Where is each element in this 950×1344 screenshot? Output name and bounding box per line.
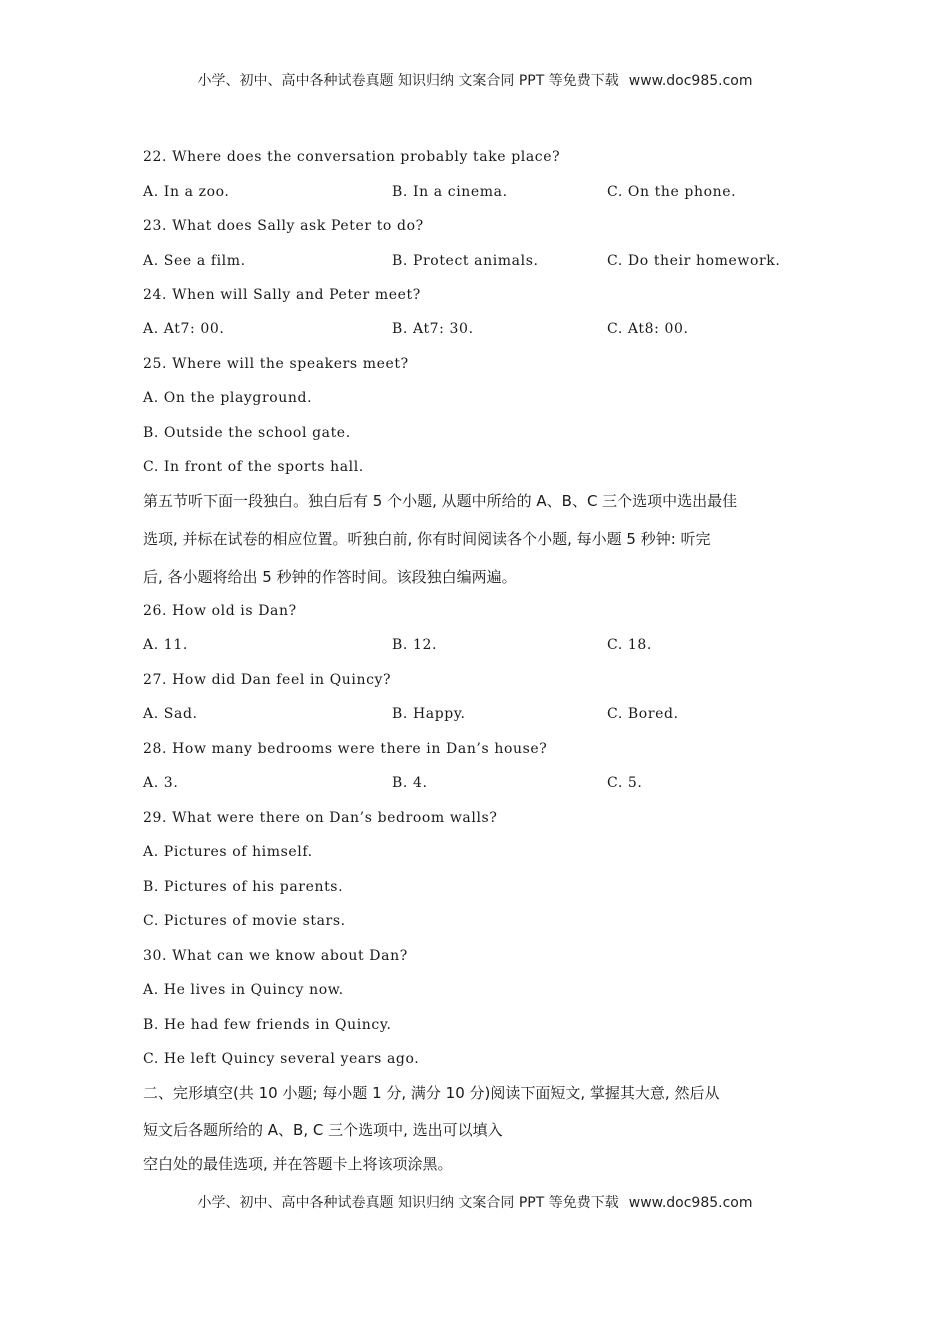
question-26: 26. How old is Dan? <box>143 603 297 619</box>
option-28-b: B. 4. <box>392 775 428 791</box>
question-27: 27. How did Dan feel in Quincy? <box>143 672 392 688</box>
section5-line3: 后, 各小题将给出 5 秒钟的作答时间。该段独白编两遍。 <box>143 568 517 586</box>
option-25-c: C. In front of the sports hall. <box>143 459 364 475</box>
options-24 <box>143 319 823 339</box>
options-23 <box>143 251 823 271</box>
option-24-a: A. At7: 00. <box>143 321 225 337</box>
footer-text: 小学、初中、高中各种试卷真题 知识归纳 文案合同 PPT 等免费下载 <box>197 1195 619 1211</box>
option-26-a: A. 11. <box>143 637 188 653</box>
option-22-c: C. On the phone. <box>607 184 737 200</box>
page-header <box>0 70 950 90</box>
option-30-c: C. He left Quincy several years ago. <box>143 1051 420 1067</box>
options-26 <box>143 635 823 655</box>
options-28 <box>143 773 823 793</box>
option-29-b: B. Pictures of his parents. <box>143 879 344 895</box>
option-27-c: C. Bored. <box>607 706 679 722</box>
option-23-b: B. Protect animals. <box>392 253 539 269</box>
header-text: 小学、初中、高中各种试卷真题 知识归纳 文案合同 PPT 等免费下载 <box>197 73 619 89</box>
question-30: 30. What can we know about Dan? <box>143 948 408 964</box>
question-22: 22. Where does the conversation probably take place? <box>143 149 561 165</box>
option-27-a: A. Sad. <box>143 706 198 722</box>
question-28: 28. How many bedrooms were there in Dan’s house? <box>143 741 548 757</box>
option-22-b: B. In a cinema. <box>392 184 508 200</box>
option-23-c: C. Do their homework. <box>607 253 781 269</box>
option-28-c: C. 5. <box>607 775 643 791</box>
option-25-a: A. On the playground. <box>143 390 313 406</box>
options-27 <box>143 704 823 724</box>
option-24-c: C. At8: 00. <box>607 321 689 337</box>
section5-line1: 第五节听下面一段独白。独白后有 5 个小题, 从题中所给的 A、B、C 三个选项中选出最佳 <box>143 492 738 510</box>
question-24: 24. When will Sally and Peter meet? <box>143 287 421 303</box>
option-22-a: A. In a zoo. <box>143 184 230 200</box>
option-30-a: A. He lives in Quincy now. <box>143 982 344 998</box>
option-25-b: B. Outside the school gate. <box>143 425 351 441</box>
question-29: 29. What were there on Dan’s bedroom walls? <box>143 810 498 826</box>
option-29-a: A. Pictures of himself. <box>143 844 313 860</box>
footer-link[interactable]: www.doc985.com <box>628 1195 753 1211</box>
section5-line2: 选项, 并标在试卷的相应位置。听独白前, 你有时间阅读各个小题, 每小题 5 秒钟: 听完 <box>143 530 711 548</box>
option-28-a: A. 3. <box>143 775 179 791</box>
part2-line1: 二、完形填空(共 10 小题; 每小题 1 分, 满分 10 分)阅读下面短文, 掌握其大意, 然后从 <box>143 1084 720 1102</box>
part2-line3: 空白处的最佳选项, 并在答题卡上将该项涂黑。 <box>143 1155 453 1173</box>
option-30-b: B. He had few friends in Quincy. <box>143 1017 392 1033</box>
option-23-a: A. See a film. <box>143 253 246 269</box>
options-22 <box>143 182 823 202</box>
option-26-c: C. 18. <box>607 637 652 653</box>
header-link[interactable]: www.doc985.com <box>628 73 753 89</box>
option-29-c: C. Pictures of movie stars. <box>143 913 346 929</box>
question-25: 25. Where will the speakers meet? <box>143 356 409 372</box>
option-27-b: B. Happy. <box>392 706 466 722</box>
part2-line2: 短文后各题所给的 A、B, C 三个选项中, 选出可以填入 <box>143 1121 503 1139</box>
page-footer <box>0 1192 950 1212</box>
option-26-b: B. 12. <box>392 637 438 653</box>
option-24-b: B. At7: 30. <box>392 321 474 337</box>
question-23: 23. What does Sally ask Peter to do? <box>143 218 424 234</box>
